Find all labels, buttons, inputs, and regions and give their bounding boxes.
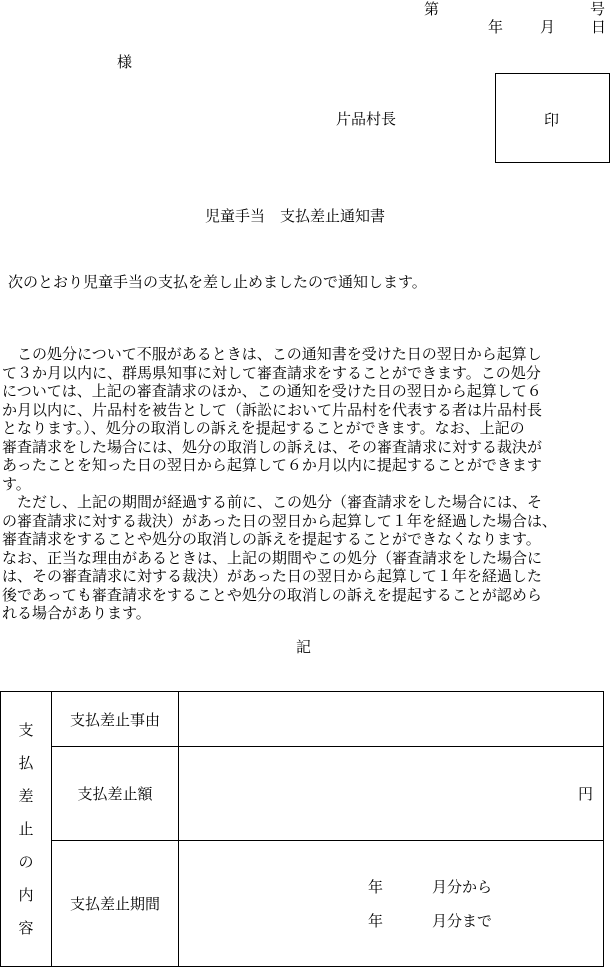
date-month-label: 月 [540,18,556,36]
side-label-char: 止 [18,819,34,838]
notice-line: 審査請求をすることや処分の取消しの訴えを提起することができなくなります。 [2,530,541,548]
notice-line: て３か月以内に、群馬県知事に対して審査請求をすることができます。この処分 [2,363,541,382]
notice-line: あったことを知った日の翌日から起算して６か月以内に提起することができます [2,456,542,474]
notice-line: は、その審査請求に対する裁決）があった日の翌日から起算して１年を経過した [2,567,542,585]
addressee-suffix: 様 [117,53,133,71]
reason-label: 支払差止事由 [52,692,179,747]
notice-line: なお、正当な理由があるときは、上記の期間やこの処分（審査請求をした場合に [2,548,543,567]
period-to-year: 年 [368,911,384,930]
notice-line: の審査請求に対する裁決）があった日の翌日から起算して１年を経過した場合は、 [2,511,557,530]
seal-label: 印 [544,111,560,129]
ki-marker: 記 [296,638,312,656]
notice-line: れる場合があります。 [2,604,151,622]
number-suffix: 号 [590,0,606,18]
period-from-year: 年 [368,877,384,896]
seal-box [495,73,610,163]
date-year-label: 年 [488,18,504,36]
notice-line: となります。）、処分の取消しの訴えを提起することができます。なお、上記の [2,419,525,437]
side-label-char: 容 [18,918,34,937]
side-label-char: 払 [18,753,34,772]
notice-line: す。 [2,474,31,493]
intro-text: 次のとおり児童手当の支払を差し止めましたので通知します。 [8,273,427,291]
appeal-notice [2,345,607,623]
period-to-month: 月分まで [432,911,493,930]
notice-line: については、上記の審査請求のほか、この通知を受けた日の翌日から起算して６ [2,382,542,400]
amount-unit: 円 [577,785,593,803]
side-label-char: 支 [18,720,34,739]
period-from-month: 月分から [432,877,493,896]
number-prefix: 第 [424,0,440,18]
notice-line: この処分について不服があるときは、この通知書を受けた日の翌日から起算し [2,345,542,363]
notice-line: 後であっても審査請求をすることや処分の取消しの訴えを提起することが認めら [2,585,542,604]
suspension-details-table [0,691,604,967]
amount-value[interactable] [179,747,604,841]
period-value[interactable] [179,841,604,967]
notice-line: か月以内に、片品村を被告として（訴訟において片品村を代表する者は片品村長 [2,400,543,419]
period-label: 支払差止期間 [52,841,179,967]
reason-value[interactable] [179,692,604,747]
notice-line: 審査請求をした場合には、処分の取消しの訴えは、その審査請求に対する裁決が [2,437,543,456]
date-day-label: 日 [591,18,607,36]
issuer-name: 片品村長 [336,110,397,128]
side-label-char: の [18,852,34,871]
document-title: 児童手当 支払差止通知書 [205,207,386,225]
side-label-char: 内 [18,885,34,904]
side-label-char: 差 [18,786,34,805]
content-side-label [1,692,52,967]
amount-label: 支払差止額 [52,747,179,841]
notice-line: ただし、上記の期間が経過する前に、この処分（審査請求をした場合には、そ [2,493,543,511]
